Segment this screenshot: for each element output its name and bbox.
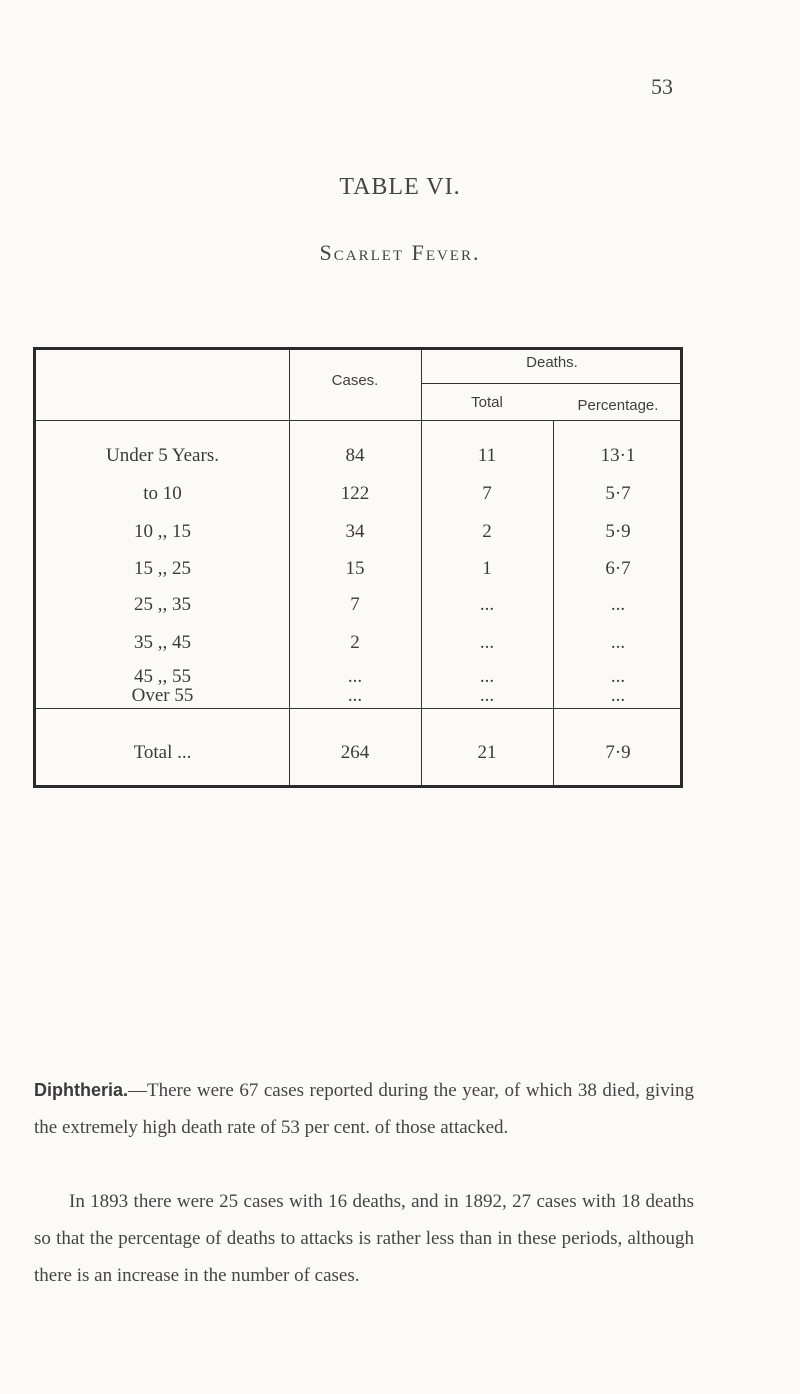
row-percentage: 5·7: [605, 483, 631, 504]
header-total: Total: [471, 394, 503, 411]
row-label: 15 ,, 25: [134, 558, 191, 579]
row-cases: ...: [347, 685, 363, 706]
total-cases: 264: [340, 742, 370, 763]
row-percentage: ...: [610, 666, 626, 687]
table-row: [36, 594, 680, 634]
table-row: [36, 521, 680, 561]
comparison-paragraph: In 1893 there were 25 cases with 16 deaths, and in 1892, 27 cases with 18 deaths so that the percentage of deaths to attacks is rather less than in these periods, although there is an increase in the number of cases.: [34, 1191, 694, 1286]
row-deaths-total: 11: [477, 445, 497, 466]
row-percentage: 6·7: [605, 558, 631, 579]
row-percentage: ...: [610, 632, 626, 653]
row-percentage: ...: [610, 594, 626, 615]
row-cases: 7: [350, 594, 360, 615]
row-label: Under 5 Years.: [106, 445, 219, 466]
page-number: 53: [651, 74, 673, 99]
table-row: [36, 687, 680, 727]
table-row: [36, 445, 680, 485]
row-cases: 15: [345, 558, 365, 579]
row-percentage: ...: [610, 685, 626, 706]
row-percentage: 5·9: [605, 521, 631, 542]
header-rule: [36, 420, 680, 421]
table-row: [36, 558, 680, 598]
diphtheria-heading: Diphtheria.: [34, 1080, 129, 1100]
row-label: 35 ,, 45: [134, 632, 191, 653]
row-label: to 10: [143, 483, 182, 504]
deaths-subheader-rule: [421, 383, 680, 384]
diphtheria-text: —There were 67 cases reported during the year, of which 38 died, giving the extremely high death rate of 53 per cent. of those attacked.: [34, 1080, 694, 1138]
table-row: [36, 483, 680, 523]
row-label: 10 ,, 15: [134, 521, 191, 542]
row-deaths-total: ...: [479, 666, 495, 687]
total-deaths: 21: [477, 742, 497, 763]
header-cases: Cases.: [331, 372, 379, 389]
row-cases: ...: [347, 666, 363, 687]
table-subtitle: Scarlet Fever.: [319, 240, 481, 265]
row-cases: 34: [345, 521, 365, 542]
header-percentage: Percentage.: [577, 397, 659, 414]
total-row: [36, 742, 680, 782]
row-cases: 2: [350, 632, 360, 653]
row-label: 45 ,, 55: [134, 666, 191, 687]
row-percentage: 13·1: [600, 445, 636, 466]
row-cases: 84: [345, 445, 365, 466]
row-deaths-total: ...: [479, 594, 495, 615]
row-cases: 122: [340, 483, 370, 504]
row-deaths-total: ...: [479, 685, 495, 706]
row-label: Over 55: [131, 685, 194, 706]
row-deaths-total: 1: [482, 558, 492, 579]
row-deaths-total: ...: [479, 632, 495, 653]
row-deaths-total: 7: [482, 483, 492, 504]
header-deaths: Deaths.: [526, 354, 578, 371]
total-label: Total ...: [133, 742, 192, 763]
diphtheria-paragraph: [34, 1072, 694, 1146]
total-percentage: 7·9: [605, 742, 631, 763]
scarlet-fever-table: [33, 347, 683, 788]
table-title: TABLE VI.: [339, 174, 461, 200]
row-label: 25 ,, 35: [134, 594, 191, 615]
row-deaths-total: 2: [482, 521, 492, 542]
